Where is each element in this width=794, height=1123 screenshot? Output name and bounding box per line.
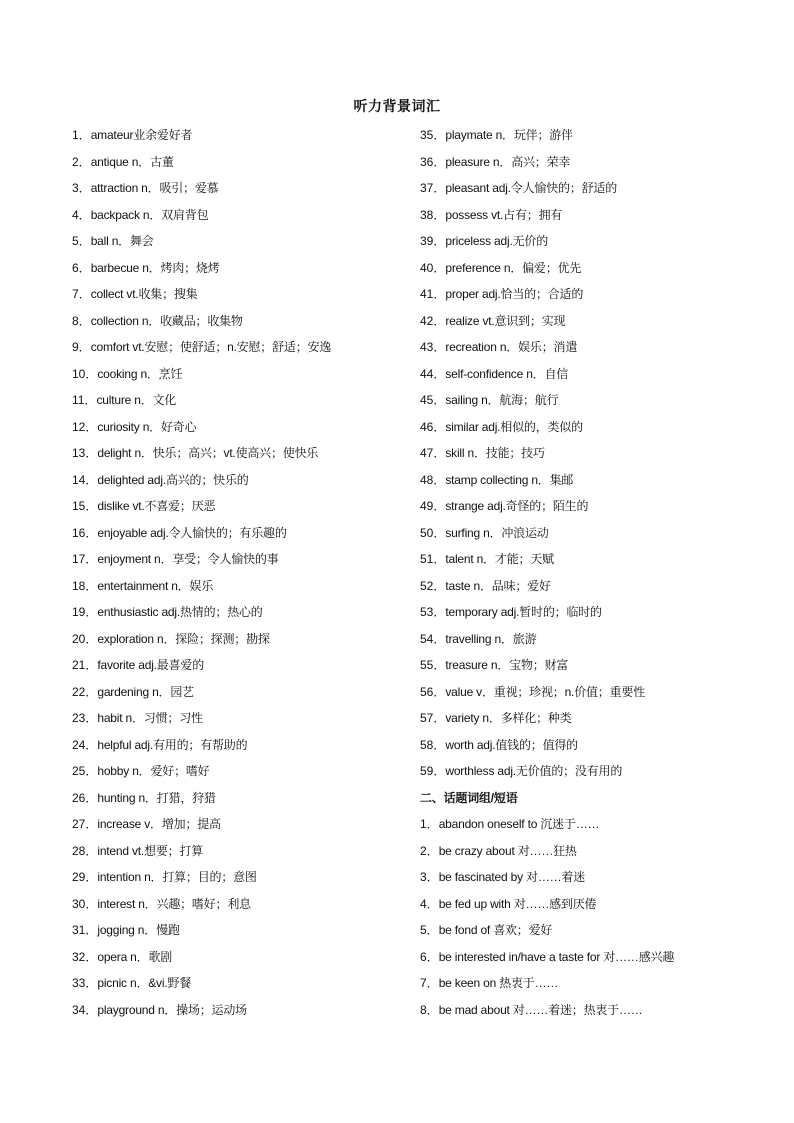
item-number: 15． <box>72 499 98 513</box>
item-number: 21． <box>72 658 98 672</box>
item-number: 9． <box>72 340 91 354</box>
vocab-item <box>420 361 720 388</box>
item-text: be keen on 热衷于…… <box>438 976 559 990</box>
item-text: enjoyable adj.令人愉快的；有乐趣的 <box>97 525 287 540</box>
item-text: temporary adj.暂时的；临时的 <box>445 605 602 619</box>
vocab-item <box>72 255 412 282</box>
item-number: 16． <box>72 525 98 540</box>
vocab-item <box>72 864 412 891</box>
vocab-item <box>72 334 412 361</box>
vocab-item <box>420 175 720 202</box>
item-text: playmate n．玩伴；游伴 <box>445 128 573 142</box>
vocab-item <box>72 758 412 785</box>
vocab-item <box>420 467 720 494</box>
vocab-item <box>72 361 412 388</box>
vocab-item <box>72 573 412 600</box>
item-number: 6． <box>72 260 91 275</box>
item-text: strange adj.奇怪的；陌生的 <box>445 499 589 513</box>
item-number: 41． <box>420 287 446 301</box>
vocab-list-left <box>72 122 412 1023</box>
item-text: delight n．快乐；高兴；vt.使高兴；使快乐 <box>97 446 319 460</box>
item-text: interest n．兴趣；嗜好；利息 <box>97 896 251 911</box>
vocab-item <box>72 970 412 997</box>
vocab-item <box>420 255 720 282</box>
section-heading-text: 二、话题词组/短语 <box>420 790 518 805</box>
item-number: 11． <box>72 393 97 407</box>
item-text: abandon oneself to 沉迷于…… <box>438 817 600 831</box>
item-number: 44． <box>420 366 446 381</box>
vocab-item <box>420 838 720 865</box>
item-text: preference n．偏爱；优先 <box>445 260 582 275</box>
vocab-item <box>72 679 412 706</box>
vocab-item <box>72 175 412 202</box>
item-text: be fascinated by 对……着迷 <box>438 870 586 884</box>
item-text: collection n．收藏品；收集物 <box>90 313 243 328</box>
vocab-item <box>72 467 412 494</box>
item-number: 28． <box>72 843 98 858</box>
item-number: 57． <box>420 711 446 725</box>
item-text: be fond of 喜欢；爱好 <box>438 923 553 937</box>
item-number: 4． <box>72 207 91 222</box>
vocab-item <box>420 308 720 335</box>
item-number: 6． <box>420 949 439 964</box>
item-number: 7． <box>72 287 91 301</box>
item-number: 34． <box>72 1002 98 1017</box>
item-text: attraction n．吸引；爱慕 <box>90 181 219 195</box>
item-number: 51． <box>420 552 446 566</box>
vocab-item <box>420 573 720 600</box>
vocab-item <box>72 493 412 520</box>
item-text: comfort vt.安慰；使舒适；n.安慰；舒适；安逸 <box>90 340 332 354</box>
vocab-item <box>72 705 412 732</box>
vocab-item <box>420 414 720 441</box>
item-text: be mad about 对……着迷；热衷于…… <box>438 1002 643 1017</box>
item-number: 42． <box>420 313 446 328</box>
vocab-item <box>420 891 720 918</box>
item-text: intend vt.想要；打算 <box>97 843 204 858</box>
item-number: 43． <box>420 340 446 354</box>
item-text: hunting n．打猎，狩猎 <box>97 790 216 805</box>
vocab-item <box>420 732 720 759</box>
vocab-item <box>72 520 412 547</box>
item-number: 13． <box>72 446 98 460</box>
item-number: 53． <box>420 605 446 619</box>
vocab-item <box>72 785 412 812</box>
vocab-item <box>420 281 720 308</box>
vocab-item <box>72 149 412 176</box>
vocab-item <box>72 944 412 971</box>
item-number: 8． <box>72 313 91 328</box>
item-text: recreation n．娱乐；消遣 <box>445 340 578 354</box>
item-number: 40． <box>420 260 446 275</box>
item-text: similar adj.相似的，类似的 <box>445 419 583 434</box>
item-text: worth adj.值钱的；值得的 <box>445 737 578 752</box>
item-number: 20． <box>72 631 98 646</box>
item-number: 56． <box>420 684 446 699</box>
item-number: 38． <box>420 207 446 222</box>
item-number: 36． <box>420 154 446 169</box>
item-number: 4． <box>420 896 439 911</box>
vocab-item <box>420 122 720 149</box>
item-text: amateur业余爱好者 <box>90 128 193 142</box>
vocab-item <box>72 414 412 441</box>
item-text: pleasant adj.令人愉快的；舒适的 <box>445 181 618 195</box>
vocab-item <box>72 732 412 759</box>
vocab-item <box>72 891 412 918</box>
vocab-item <box>420 520 720 547</box>
item-number: 3． <box>72 181 91 195</box>
vocab-item <box>420 493 720 520</box>
item-text: surfing n．冲浪运动 <box>445 525 549 540</box>
vocab-item <box>420 626 720 653</box>
vocab-item <box>72 838 412 865</box>
vocab-item <box>72 997 412 1024</box>
item-text: barbecue n．烤肉；烧烤 <box>90 260 220 275</box>
item-text: playground n．操场；运动场 <box>97 1002 247 1017</box>
item-text: travelling n．旅游 <box>445 631 537 646</box>
vocab-item <box>420 679 720 706</box>
item-text: proper adj.恰当的；合适的 <box>445 287 584 301</box>
item-text: talent n．才能；天赋 <box>445 552 554 566</box>
item-text: cooking n．烹饪 <box>97 366 183 381</box>
item-text: culture n．文化 <box>96 393 177 407</box>
item-text: delighted adj.高兴的；快乐的 <box>97 472 249 487</box>
vocab-item <box>420 228 720 255</box>
vocab-item <box>420 864 720 891</box>
item-number: 47． <box>420 446 446 460</box>
item-number: 32． <box>72 949 98 964</box>
vocab-item <box>72 281 412 308</box>
item-number: 45． <box>420 393 446 407</box>
item-number: 33． <box>72 976 98 990</box>
item-text: hobby n．爱好；嗜好 <box>97 764 210 778</box>
item-number: 10． <box>72 366 98 381</box>
item-text: realize vt.意识到；实现 <box>445 313 566 328</box>
vocab-item <box>72 308 412 335</box>
item-number: 46． <box>420 419 446 434</box>
vocab-item <box>72 228 412 255</box>
item-number: 37． <box>420 181 446 195</box>
item-text: self-confidence n．自信 <box>445 366 569 381</box>
vocab-list-right <box>420 122 720 1023</box>
vocab-item <box>72 387 412 414</box>
item-text: enthusiastic adj.热情的；热心的 <box>97 605 263 619</box>
vocab-item <box>72 546 412 573</box>
section-heading <box>420 785 720 812</box>
vocab-item <box>72 652 412 679</box>
item-text: stamp collecting n．集邮 <box>445 472 574 487</box>
item-text: pleasure n．高兴；荣幸 <box>445 154 571 169</box>
item-number: 59． <box>420 764 446 778</box>
item-text: be fed up with 对……感到厌倦 <box>438 896 597 911</box>
vocab-item <box>420 387 720 414</box>
item-text: increase v．增加；提高 <box>97 817 221 831</box>
item-number: 31． <box>72 923 98 937</box>
item-text: skill n．技能；技巧 <box>445 446 545 460</box>
vocab-item <box>420 811 720 838</box>
item-text: enjoyment n．享受；令人愉快的事 <box>97 552 279 566</box>
item-number: 17． <box>72 552 98 566</box>
item-text: favorite adj.最喜爱的 <box>97 658 204 672</box>
vocab-item <box>420 944 720 971</box>
item-text: priceless adj.无价的 <box>445 234 548 248</box>
item-number: 52． <box>420 578 446 593</box>
item-number: 25． <box>72 764 98 778</box>
page-title: 听力背景词汇 <box>353 99 441 115</box>
item-number: 35． <box>420 128 446 142</box>
item-text: value v．重视；珍视；n.价值；重要性 <box>445 684 645 699</box>
item-number: 14． <box>72 472 98 487</box>
vocab-item <box>72 626 412 653</box>
vocab-item <box>72 811 412 838</box>
vocab-item <box>420 997 720 1024</box>
item-number: 27． <box>72 817 98 831</box>
item-text: jogging n．慢跑 <box>97 923 180 937</box>
item-text: antique n．古董 <box>90 154 174 169</box>
item-number: 19． <box>72 605 98 619</box>
item-number: 58． <box>420 737 446 752</box>
item-number: 55． <box>420 658 446 672</box>
item-text: treasure n．宝物；财富 <box>445 658 569 672</box>
item-number: 22． <box>72 684 98 699</box>
item-number: 24． <box>72 737 98 752</box>
item-number: 12． <box>72 419 98 434</box>
vocab-item <box>420 917 720 944</box>
vocab-item <box>420 599 720 626</box>
item-number: 2． <box>420 843 439 858</box>
item-number: 39． <box>420 234 446 248</box>
item-number: 30． <box>72 896 98 911</box>
item-number: 49． <box>420 499 446 513</box>
item-number: 48． <box>420 472 446 487</box>
item-text: intention n．打算；目的；意图 <box>97 870 257 884</box>
item-text: variety n．多样化；种类 <box>445 711 572 725</box>
item-text: backpack n．双肩背包 <box>90 207 209 222</box>
vocab-item <box>72 440 412 467</box>
vocab-item <box>420 440 720 467</box>
item-text: entertainment n．娱乐 <box>97 578 214 593</box>
item-text: helpful adj.有用的；有帮助的 <box>97 737 248 752</box>
item-text: worthless adj.无价值的；没有用的 <box>445 764 623 778</box>
item-number: 8． <box>420 1002 439 1017</box>
item-number: 50． <box>420 525 446 540</box>
vocab-item <box>72 599 412 626</box>
item-text: habit n．习惯；习性 <box>97 711 203 725</box>
item-number: 18． <box>72 578 98 593</box>
vocab-item <box>420 758 720 785</box>
vocab-item <box>72 122 412 149</box>
vocab-item <box>420 705 720 732</box>
item-number: 7． <box>420 976 439 990</box>
vocab-item <box>72 917 412 944</box>
item-text: picnic n．&vi.野餐 <box>97 976 192 990</box>
item-number: 5． <box>72 234 91 248</box>
item-number: 23． <box>72 711 98 725</box>
item-text: exploration n．探险；探测；勘探 <box>97 631 270 646</box>
item-text: possess vt.占有；拥有 <box>445 207 563 222</box>
item-text: be crazy about 对……狂热 <box>438 843 577 858</box>
item-number: 26． <box>72 790 98 805</box>
item-text: dislike vt.不喜爱；厌恶 <box>97 499 216 513</box>
vocab-item <box>420 202 720 229</box>
item-number: 54． <box>420 631 446 646</box>
item-number: 3． <box>420 870 439 884</box>
vocab-item <box>420 546 720 573</box>
vocab-item <box>420 970 720 997</box>
item-number: 29． <box>72 870 98 884</box>
item-text: sailing n．航海；航行 <box>445 393 559 407</box>
vocab-item <box>72 202 412 229</box>
vocab-item <box>420 334 720 361</box>
item-text: be interested in/have a taste for 对……感兴趣 <box>438 949 675 964</box>
item-number: 2． <box>72 154 91 169</box>
item-text: opera n．歌剧 <box>97 949 173 964</box>
item-number: 1． <box>420 817 439 831</box>
vocab-item <box>420 149 720 176</box>
item-number: 5． <box>420 923 439 937</box>
item-text: gardening n．园艺 <box>97 684 194 699</box>
vocab-item <box>420 652 720 679</box>
item-text: ball n．舞会 <box>90 234 154 248</box>
item-text: collect vt.收集；搜集 <box>90 287 198 301</box>
item-text: curiosity n．好奇心 <box>97 419 197 434</box>
item-text: taste n．品味；爱好 <box>445 578 551 593</box>
item-number: 1． <box>72 128 91 142</box>
